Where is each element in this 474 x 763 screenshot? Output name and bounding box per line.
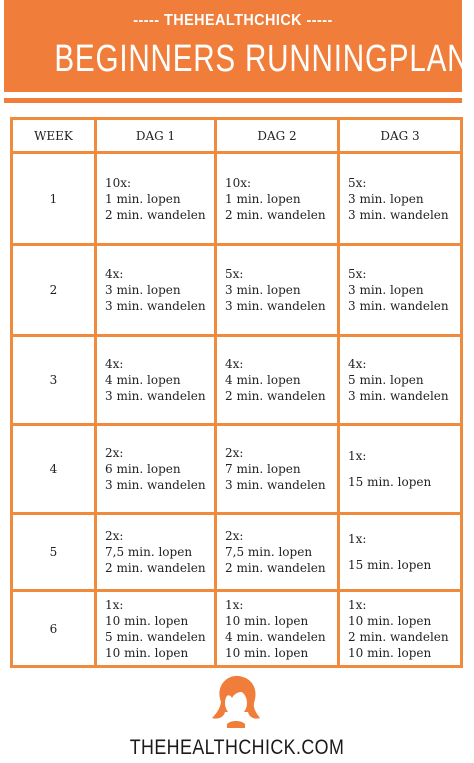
cell-line: 3 min. lopen [225, 283, 301, 297]
cell-line: 3 min. lopen [105, 283, 181, 297]
cell-line: 2 min. wandelen [225, 561, 326, 575]
week-number: 5 [12, 514, 96, 591]
plan-cell [339, 153, 462, 245]
cell-line: 10 min. lopen [105, 645, 189, 660]
cell-line: 4 min. lopen [225, 373, 301, 387]
running-plan-table [10, 117, 463, 668]
plan-cell [339, 591, 462, 667]
cell-line: 5 min. lopen [348, 373, 424, 387]
cell-line: 4 min. wandelen [225, 629, 326, 644]
plan-cell [216, 514, 339, 591]
table-row [12, 245, 462, 336]
cell-line: 3 min. lopen [348, 283, 424, 297]
table-row [12, 336, 462, 425]
week-number: 2 [12, 245, 96, 336]
cell-line: 2 min. wandelen [225, 207, 326, 222]
plan-cell [216, 425, 339, 514]
cell-line: 6 min. lopen [105, 462, 181, 476]
cell-line: 7,5 min. lopen [105, 545, 193, 559]
cell-line: 5 min. wandelen [105, 629, 206, 644]
plan-cell [96, 591, 216, 667]
cell-line: 10 min. lopen [225, 645, 309, 660]
week-number: 6 [12, 591, 96, 667]
week-number: 3 [12, 336, 96, 425]
cell-line: 7 min. lopen [225, 462, 301, 476]
plan-cell [339, 245, 462, 336]
cell-line: 2 min. wandelen [105, 561, 206, 575]
cell-line: 1x: [348, 597, 367, 612]
plan-cell [96, 153, 216, 245]
cell-line: 10 min. lopen [105, 613, 189, 628]
plan-cell [96, 336, 216, 425]
website-url: THEHEALTHCHICK.COM [129, 736, 345, 759]
column-header-dag-3: DAG 3 [339, 119, 462, 153]
woman-head-silhouette-icon [207, 672, 265, 730]
cell-line: 3 min. wandelen [348, 207, 449, 222]
cell-line: 4x: [105, 267, 124, 281]
plan-cell [216, 591, 339, 667]
cell-line: 10x: [105, 175, 132, 190]
week-number: 1 [12, 153, 96, 245]
cell-line: 2x: [225, 529, 244, 543]
plan-cell [339, 514, 462, 591]
cell-line: 1x: [348, 449, 367, 463]
cell-line: 2 min. wandelen [105, 207, 206, 222]
cell-line: 5x: [348, 175, 367, 190]
cell-line: 4 min. lopen [105, 373, 181, 387]
cell-line: 15 min. lopen [348, 558, 432, 572]
header-banner [4, 0, 470, 92]
plan-cell [96, 425, 216, 514]
cell-line: 1x: [225, 597, 244, 612]
column-header-week: WEEK [12, 119, 96, 153]
cell-line: 2 min. wandelen [225, 389, 326, 403]
plan-cell [216, 245, 339, 336]
cell-line: 1x: [348, 532, 367, 546]
table-header-row [12, 119, 462, 153]
cell-line: 7,5 min. lopen [225, 545, 313, 559]
cell-line: 4x: [348, 357, 367, 371]
brand-line: ----- THEHEALTHCHICK ----- [133, 12, 333, 29]
cell-line: 2x: [225, 446, 244, 460]
cell-line: 1 min. lopen [225, 191, 301, 206]
cell-line: 15 min. lopen [348, 475, 432, 489]
week-number: 4 [12, 425, 96, 514]
table-row [12, 425, 462, 514]
cell-line: 10x: [225, 175, 252, 190]
table-row [12, 153, 462, 245]
plan-cell [96, 514, 216, 591]
plan-cell [216, 153, 339, 245]
cell-line: 3 min. wandelen [105, 389, 206, 403]
page-title: BEGINNERS RUNNINGPLAN [54, 38, 470, 80]
cell-line: 3 min. wandelen [105, 478, 206, 492]
plan-cell [339, 425, 462, 514]
cell-line: 1x: [105, 597, 124, 612]
header-divider [4, 98, 462, 103]
cell-line: 3 min. lopen [348, 191, 424, 206]
cell-line: 3 min. wandelen [225, 478, 326, 492]
cell-line: 3 min. wandelen [225, 299, 326, 313]
cell-line: 3 min. wandelen [348, 389, 449, 403]
column-header-dag-1: DAG 1 [96, 119, 216, 153]
cell-line: 1 min. lopen [105, 191, 181, 206]
table-row [12, 591, 462, 667]
cell-line: 3 min. wandelen [348, 299, 449, 313]
table-row [12, 514, 462, 591]
cell-spacer [348, 547, 456, 557]
plan-cell [216, 336, 339, 425]
cell-line: 10 min. lopen [225, 613, 309, 628]
plan-cell [339, 336, 462, 425]
cell-line: 2 min. wandelen [348, 629, 449, 644]
cell-line: 4x: [105, 357, 124, 371]
plan-cell [96, 245, 216, 336]
cell-line: 2x: [105, 446, 124, 460]
cell-line: 4x: [225, 357, 244, 371]
cell-line: 5x: [225, 267, 244, 281]
cell-line: 2x: [105, 529, 124, 543]
column-header-dag-2: DAG 2 [216, 119, 339, 153]
cell-line: 10 min. lopen [348, 645, 432, 660]
cell-spacer [348, 464, 456, 474]
cell-line: 5x: [348, 267, 367, 281]
cell-line: 10 min. lopen [348, 613, 432, 628]
cell-line: 3 min. wandelen [105, 299, 206, 313]
